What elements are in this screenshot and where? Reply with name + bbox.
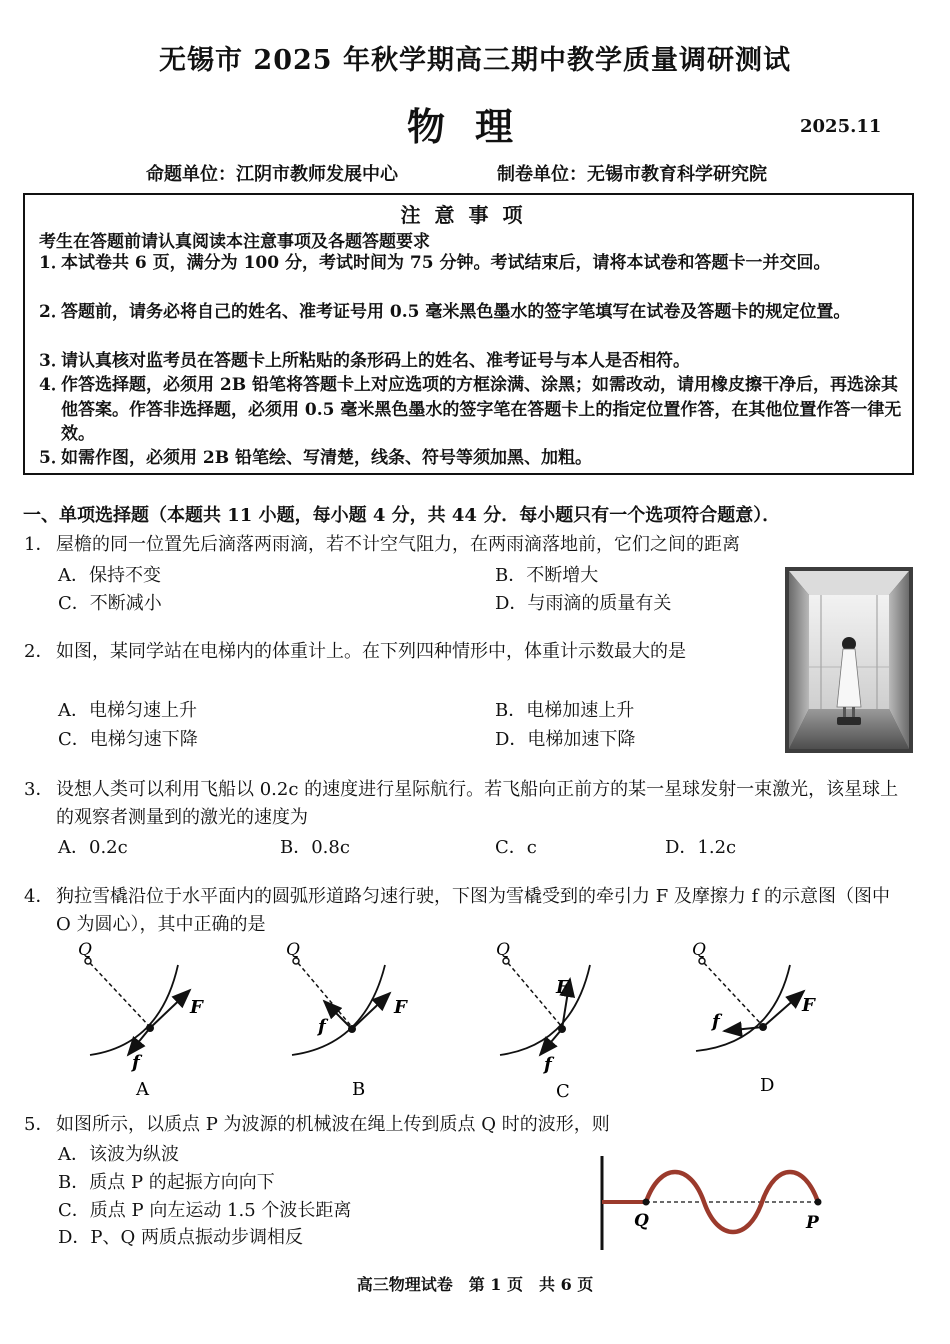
notice-item-number: 3． bbox=[39, 351, 68, 371]
notice-item-text: 答题前，请务必将自己的姓名、准考证号用 0.5 毫米黑色墨水的签字笔填写在试卷及答题卡的规定位置。 bbox=[61, 302, 851, 322]
question-text: 狗拉雪橇沿位于水平面内的圆弧形道路匀速行驶，下图为雪橇受到的牵引力 F 及摩擦力 f 的示意图（图中 O 为圆心），其中正确的是 bbox=[56, 886, 891, 935]
notice-intro: 考生在答题前请认真阅读本注意事项及各题答题要求 bbox=[39, 232, 430, 252]
notice-item-number: 2． bbox=[39, 302, 68, 322]
notice-item bbox=[39, 251, 905, 276]
question-number: 5． bbox=[24, 1114, 54, 1135]
exam-date: 2025.11 bbox=[800, 116, 882, 137]
point-p-label: P bbox=[806, 1213, 819, 1233]
option-c: C．质点 P 向左运动 1.5 个波长距离 bbox=[58, 1200, 352, 1221]
question-2 bbox=[24, 638, 764, 666]
question-number: 3． bbox=[24, 779, 54, 800]
question-number: 4． bbox=[24, 886, 54, 907]
choice-label: D bbox=[760, 1075, 775, 1096]
choice-label: C bbox=[556, 1081, 570, 1102]
question-text: 屋檐的同一位置先后滴落两雨滴，若不计空气阻力，在两雨滴落地前，它们之间的距离 bbox=[56, 534, 740, 555]
option-a: A．电梯匀速上升 bbox=[58, 700, 197, 721]
author-unit: 命题单位：江阴市教师发展中心 bbox=[146, 164, 398, 185]
option-d: D．与雨滴的质量有关 bbox=[495, 593, 672, 614]
question-3 bbox=[24, 776, 904, 832]
option-c: C．电梯匀速下降 bbox=[58, 729, 198, 750]
pull-label: F bbox=[802, 995, 815, 1016]
point-q-label: Q bbox=[634, 1211, 649, 1231]
notice-item bbox=[39, 373, 905, 447]
question-text: 如图，某同学站在电梯内的体重计上。在下列四种情形中，体重计示数最大的是 bbox=[56, 641, 686, 662]
question-number: 2． bbox=[24, 641, 54, 662]
notice-item-text: 如需作图，必须用 2B 铅笔绘、写清楚，线条、符号等须加黑、加粗。 bbox=[61, 448, 593, 468]
pull-label: F bbox=[394, 997, 407, 1018]
diagram-b bbox=[286, 940, 408, 1100]
friction-label: f bbox=[544, 1054, 552, 1075]
option-d: D．1.2c bbox=[665, 837, 737, 858]
section-title: 一、单项选择题（本题共 11 小题，每小题 4 分，共 44 分．每小题只有一个选项符合题意）． bbox=[23, 505, 781, 526]
friction-label: f bbox=[712, 1011, 720, 1032]
subject-title: 物理 bbox=[406, 104, 543, 149]
question-1 bbox=[24, 531, 904, 559]
choice-label: A bbox=[136, 1079, 149, 1100]
option-a: A．0.2c bbox=[58, 837, 128, 858]
notice-item bbox=[39, 300, 905, 325]
page-footer: 高三物理试卷 第 1 页 共 6 页 bbox=[356, 1275, 594, 1294]
notice-heading: 注意事项 bbox=[400, 203, 537, 227]
center-label: Q bbox=[78, 940, 92, 960]
question-text: 如图所示，以质点 P 为波源的机械波在绳上传到质点 Q 时的波形，则 bbox=[56, 1114, 610, 1135]
question-number: 1． bbox=[24, 534, 54, 555]
option-d: D．电梯加速下降 bbox=[495, 729, 636, 750]
question-4 bbox=[24, 883, 904, 939]
option-b: B．质点 P 的起振方向向下 bbox=[58, 1172, 275, 1193]
notice-item-text: 请认真核对监考员在答题卡上所粘贴的条形码上的姓名、准考证号与本人是否相符。 bbox=[61, 351, 690, 371]
friction-label: f bbox=[318, 1016, 326, 1037]
center-label: Q bbox=[286, 940, 300, 960]
force-diagrams bbox=[60, 935, 890, 1105]
option-b: B．0.8c bbox=[280, 837, 350, 858]
notice-item-text: 作答选择题，必须用 2B 铅笔将答题卡上对应选项的方框涂满、涂黑；如需改动，请用橡皮擦干净后，再选涂其他答案。作答非选择题，必须用 0.5 毫米黑色墨水的签字笔在答题卡上的指定位置作答，在其他位置作答一律无效。 bbox=[61, 375, 902, 444]
option-a: A．该波为纵波 bbox=[58, 1144, 179, 1165]
exam-title: 无锡市 2025 年秋学期高三期中教学质量调研测试 bbox=[159, 45, 791, 76]
diagram-d bbox=[692, 940, 816, 1096]
elevator-picture bbox=[785, 567, 913, 753]
question-5 bbox=[24, 1111, 904, 1139]
wave-diagram bbox=[590, 1150, 830, 1260]
notice-item-number: 4． bbox=[39, 375, 68, 395]
notice-item-number: 5． bbox=[39, 448, 68, 468]
option-d: D．P、Q 两质点振动步调相反 bbox=[58, 1227, 304, 1248]
option-c: C．不断减小 bbox=[58, 593, 162, 614]
pull-label: F bbox=[190, 997, 203, 1018]
notice-box bbox=[23, 193, 914, 475]
print-unit: 制卷单位：无锡市教育科学研究院 bbox=[497, 164, 767, 185]
center-label: Q bbox=[496, 940, 510, 960]
pull-label: F bbox=[556, 977, 569, 998]
diagram-c bbox=[496, 940, 590, 1102]
option-c: C．c bbox=[495, 837, 537, 858]
friction-label: f bbox=[132, 1052, 140, 1073]
option-b: B．电梯加速上升 bbox=[495, 700, 635, 721]
notice-item bbox=[39, 349, 905, 374]
notice-item-text: 本试卷共 6 页，满分为 100 分，考试时间为 75 分钟。考试结束后，请将本试卷和答题卡一并交回。 bbox=[61, 253, 831, 273]
option-b: B．不断增大 bbox=[495, 565, 599, 586]
notice-item bbox=[39, 446, 905, 471]
choice-label: B bbox=[352, 1079, 366, 1100]
question-text: 设想人类可以利用飞船以 0.2c 的速度进行星际航行。若飞船向正前方的某一星球发射一束激光，该星球上的观察者测量到的激光的速度为 bbox=[56, 779, 899, 828]
diagram-a bbox=[78, 940, 204, 1100]
notice-item-number: 1． bbox=[39, 253, 68, 273]
center-label: Q bbox=[692, 940, 706, 960]
option-a: A．保持不变 bbox=[58, 565, 161, 586]
